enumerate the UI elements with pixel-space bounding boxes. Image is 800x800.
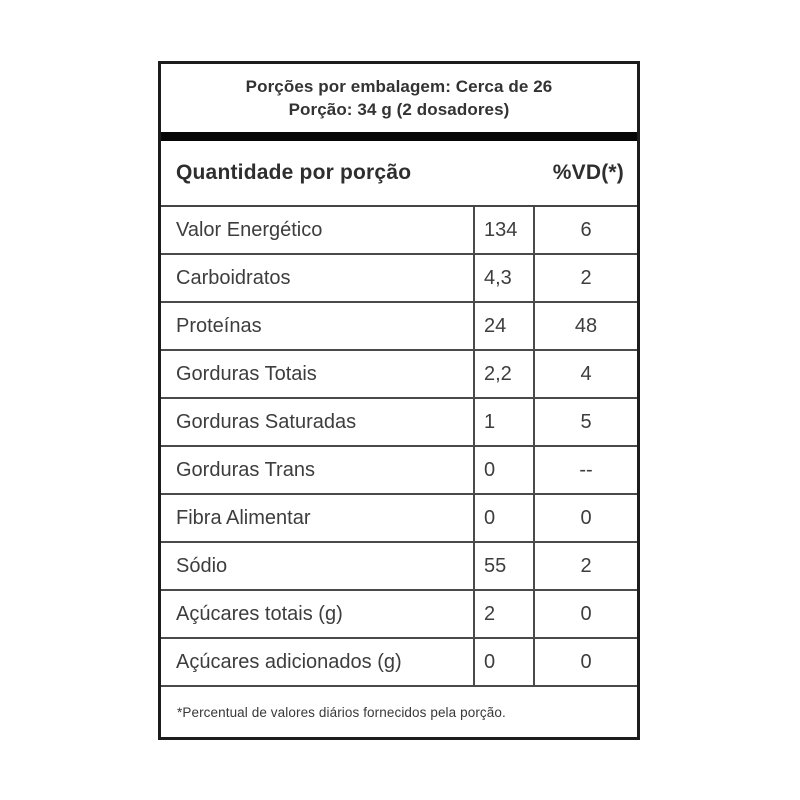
nutrient-amount: 55	[473, 543, 533, 589]
nutrient-dv: 48	[533, 303, 637, 349]
nutrient-name: Carboidratos	[176, 266, 291, 289]
nutrient-amount: 0	[473, 447, 533, 493]
table-row	[161, 447, 637, 495]
nutrient-name: Açúcares totais (g)	[176, 602, 343, 625]
nutrient-dv: 0	[533, 639, 637, 685]
table-row	[161, 255, 637, 303]
table-row	[161, 351, 637, 399]
column-header-row	[161, 141, 637, 207]
servings-per-package: Porções por embalagem: Cerca de 26	[245, 76, 553, 96]
nutrient-amount: 2	[473, 591, 533, 637]
nutrient-dv: 4	[533, 351, 637, 397]
table-row	[161, 399, 637, 447]
nutrient-amount: 24	[473, 303, 533, 349]
nutrient-name: Sódio	[176, 554, 228, 577]
nutrient-dv: 0	[533, 495, 637, 541]
table-row	[161, 639, 637, 687]
table-row	[161, 207, 637, 255]
serving-size: Porção: 34 g (2 dosadores)	[288, 99, 510, 119]
table-row	[161, 495, 637, 543]
nutrient-dv: 6	[533, 207, 637, 253]
percent-dv-label: %VD(*)	[552, 161, 624, 184]
quantity-per-serving-label: Quantidade por porção	[176, 161, 412, 184]
table-row	[161, 303, 637, 351]
nutrient-amount: 2,2	[473, 351, 533, 397]
nutrient-amount: 1	[473, 399, 533, 445]
nutrient-amount: 0	[473, 639, 533, 685]
table-row	[161, 543, 637, 591]
nutrient-dv: 2	[533, 543, 637, 589]
footnote: *Percentual de valores diários fornecidos pela porção.	[177, 704, 506, 720]
nutrient-name: Gorduras Totais	[176, 362, 317, 385]
nutrient-name: Gorduras Trans	[176, 458, 315, 481]
nutrient-name: Valor Energético	[176, 218, 323, 241]
nutrient-name: Açúcares adicionados (g)	[176, 650, 402, 673]
table-row	[161, 591, 637, 639]
nutrient-dv: 5	[533, 399, 637, 445]
nutrition-label	[158, 61, 640, 740]
nutrient-amount: 134	[473, 207, 533, 253]
nutrient-rows	[161, 207, 637, 687]
serving-info	[161, 64, 637, 132]
nutrient-dv: 0	[533, 591, 637, 637]
nutrient-name: Proteínas	[176, 314, 262, 337]
thick-divider-bar	[161, 132, 637, 141]
nutrient-name: Gorduras Saturadas	[176, 410, 357, 433]
nutrient-name: Fibra Alimentar	[176, 506, 311, 529]
nutrient-amount: 0	[473, 495, 533, 541]
nutrient-dv: --	[533, 447, 637, 493]
nutrient-amount: 4,3	[473, 255, 533, 301]
nutrient-dv: 2	[533, 255, 637, 301]
